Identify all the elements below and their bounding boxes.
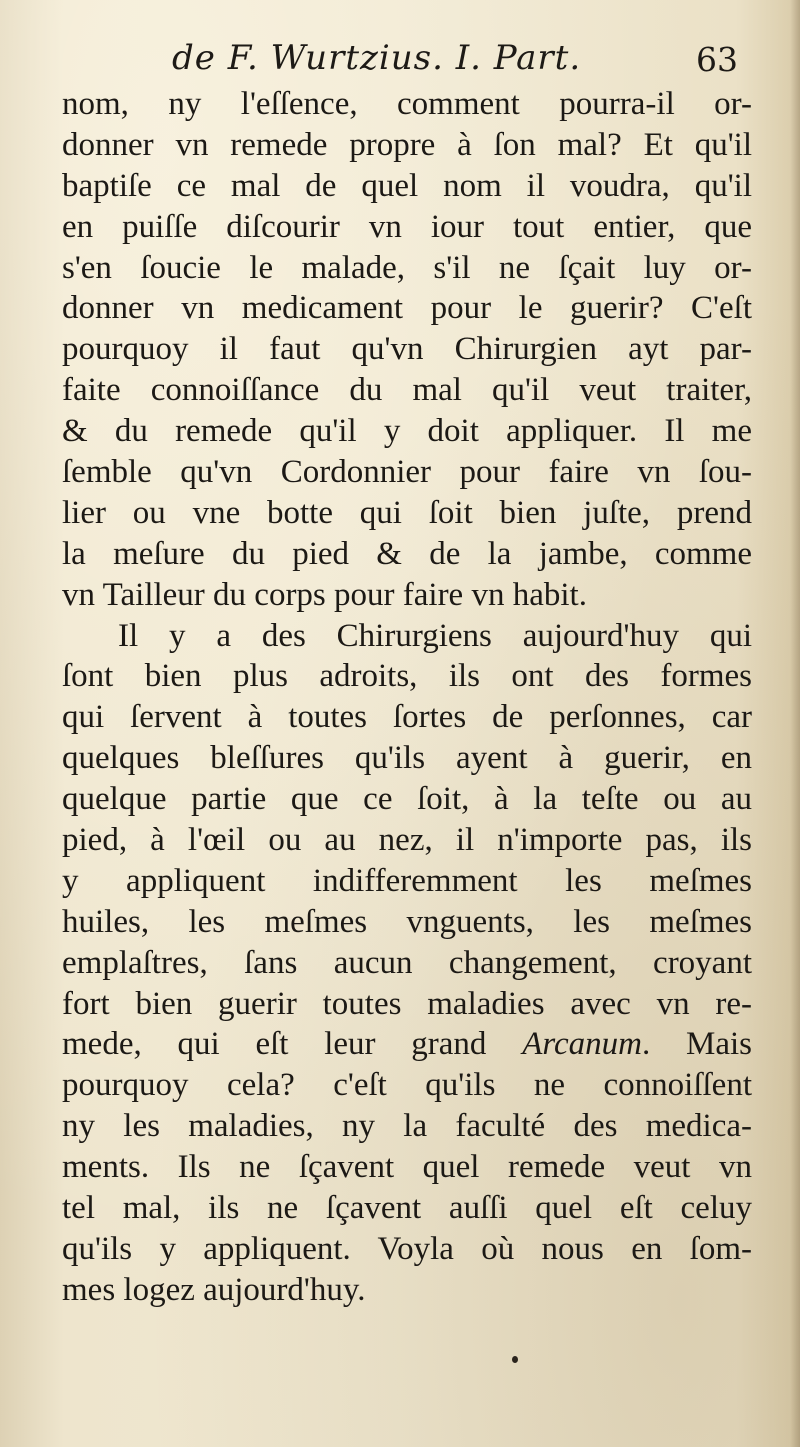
text-line: emplaſtres, ſans aucun changement, croyant: [62, 944, 752, 981]
paragraph-1: [62, 84, 752, 616]
body-text: [62, 84, 752, 1311]
ink-fleck: [512, 1356, 518, 1363]
text-line: ny les maladies, ny la faculté des medica-: [62, 1108, 752, 1145]
text-line: pied, à l'œil ou au nez, il n'importe pas, ils: [62, 822, 752, 859]
running-head: de F. Wurtzius. I. Part.: [172, 38, 582, 78]
text-line: baptiſe ce mal de quel nom il voudra, qu'il: [62, 167, 752, 204]
text-line: faite connoiſſance du mal qu'il veut traiter,: [62, 372, 752, 409]
text-run: mede, qui eſt leur grand: [62, 1026, 523, 1063]
text-line-arcanum: [62, 1024, 752, 1065]
text-line: Il y a des Chirurgiens aujourd'huy qui: [118, 617, 752, 654]
text-line: la meſure du pied & de la jambe, comme: [62, 535, 752, 572]
text-line: tel mal, ils ne ſçavent auſſi quel eſt celuy: [62, 1190, 752, 1227]
text-line: ſont bien plus adroits, ils ont des formes: [62, 658, 752, 695]
text-line: donner vn medicament pour le guerir? C'eſt: [62, 290, 752, 327]
text-line: quelque partie que ce ſoit, à la teſte ou au: [62, 781, 752, 818]
text-line: pourquoy cela? c'eſt qu'ils ne connoiſſent: [62, 1067, 752, 1104]
text-line: quelques bleſſures qu'ils ayent à guerir, en: [62, 740, 752, 777]
arcanum-italic: Arcanum: [522, 1026, 642, 1063]
paragraph-2: [62, 616, 752, 1311]
text-line: s'en ſoucie le malade, s'il ne ſçait luy or-: [62, 249, 752, 286]
text-line: en puiſſe diſcourir vn iour tout entier, que: [62, 208, 752, 245]
text-line: mes logez aujourd'huy.: [62, 1271, 366, 1308]
text-run: . Mais: [641, 1026, 752, 1063]
text-line: vn Tailleur du corps pour faire vn habit.: [62, 576, 587, 613]
text-line: y appliquent indifferemment les meſmes: [62, 862, 752, 899]
text-line: huiles, les meſmes vnguents, les meſmes: [62, 903, 752, 940]
text-line: nom, ny l'eſſence, comment pourra-il or-: [62, 86, 752, 122]
text-line: fort bien guerir toutes maladies avec vn re-: [62, 985, 752, 1022]
text-line: lier ou vne botte qui ſoit bien juſte, prend: [62, 494, 752, 531]
text-line: qui ſervent à toutes ſortes de perſonnes, car: [62, 699, 752, 736]
page-header: [0, 38, 800, 90]
text-line: ments. Ils ne ſçavent quel remede veut vn: [62, 1149, 752, 1186]
text-line: donner vn remede propre à ſon mal? Et qu'il: [62, 126, 752, 163]
page-number: 63: [696, 40, 738, 79]
text-line: ſemble qu'vn Cordonnier pour faire vn ſou-: [62, 454, 752, 491]
text-line: qu'ils y appliquent. Voyla où nous en ſom-: [62, 1230, 752, 1267]
page-edge-shadow: [790, 0, 800, 1447]
text-line: & du remede qu'il y doit appliquer. Il me: [62, 413, 752, 450]
text-line: pourquoy il faut qu'vn Chirurgien ayt par-: [62, 331, 752, 368]
